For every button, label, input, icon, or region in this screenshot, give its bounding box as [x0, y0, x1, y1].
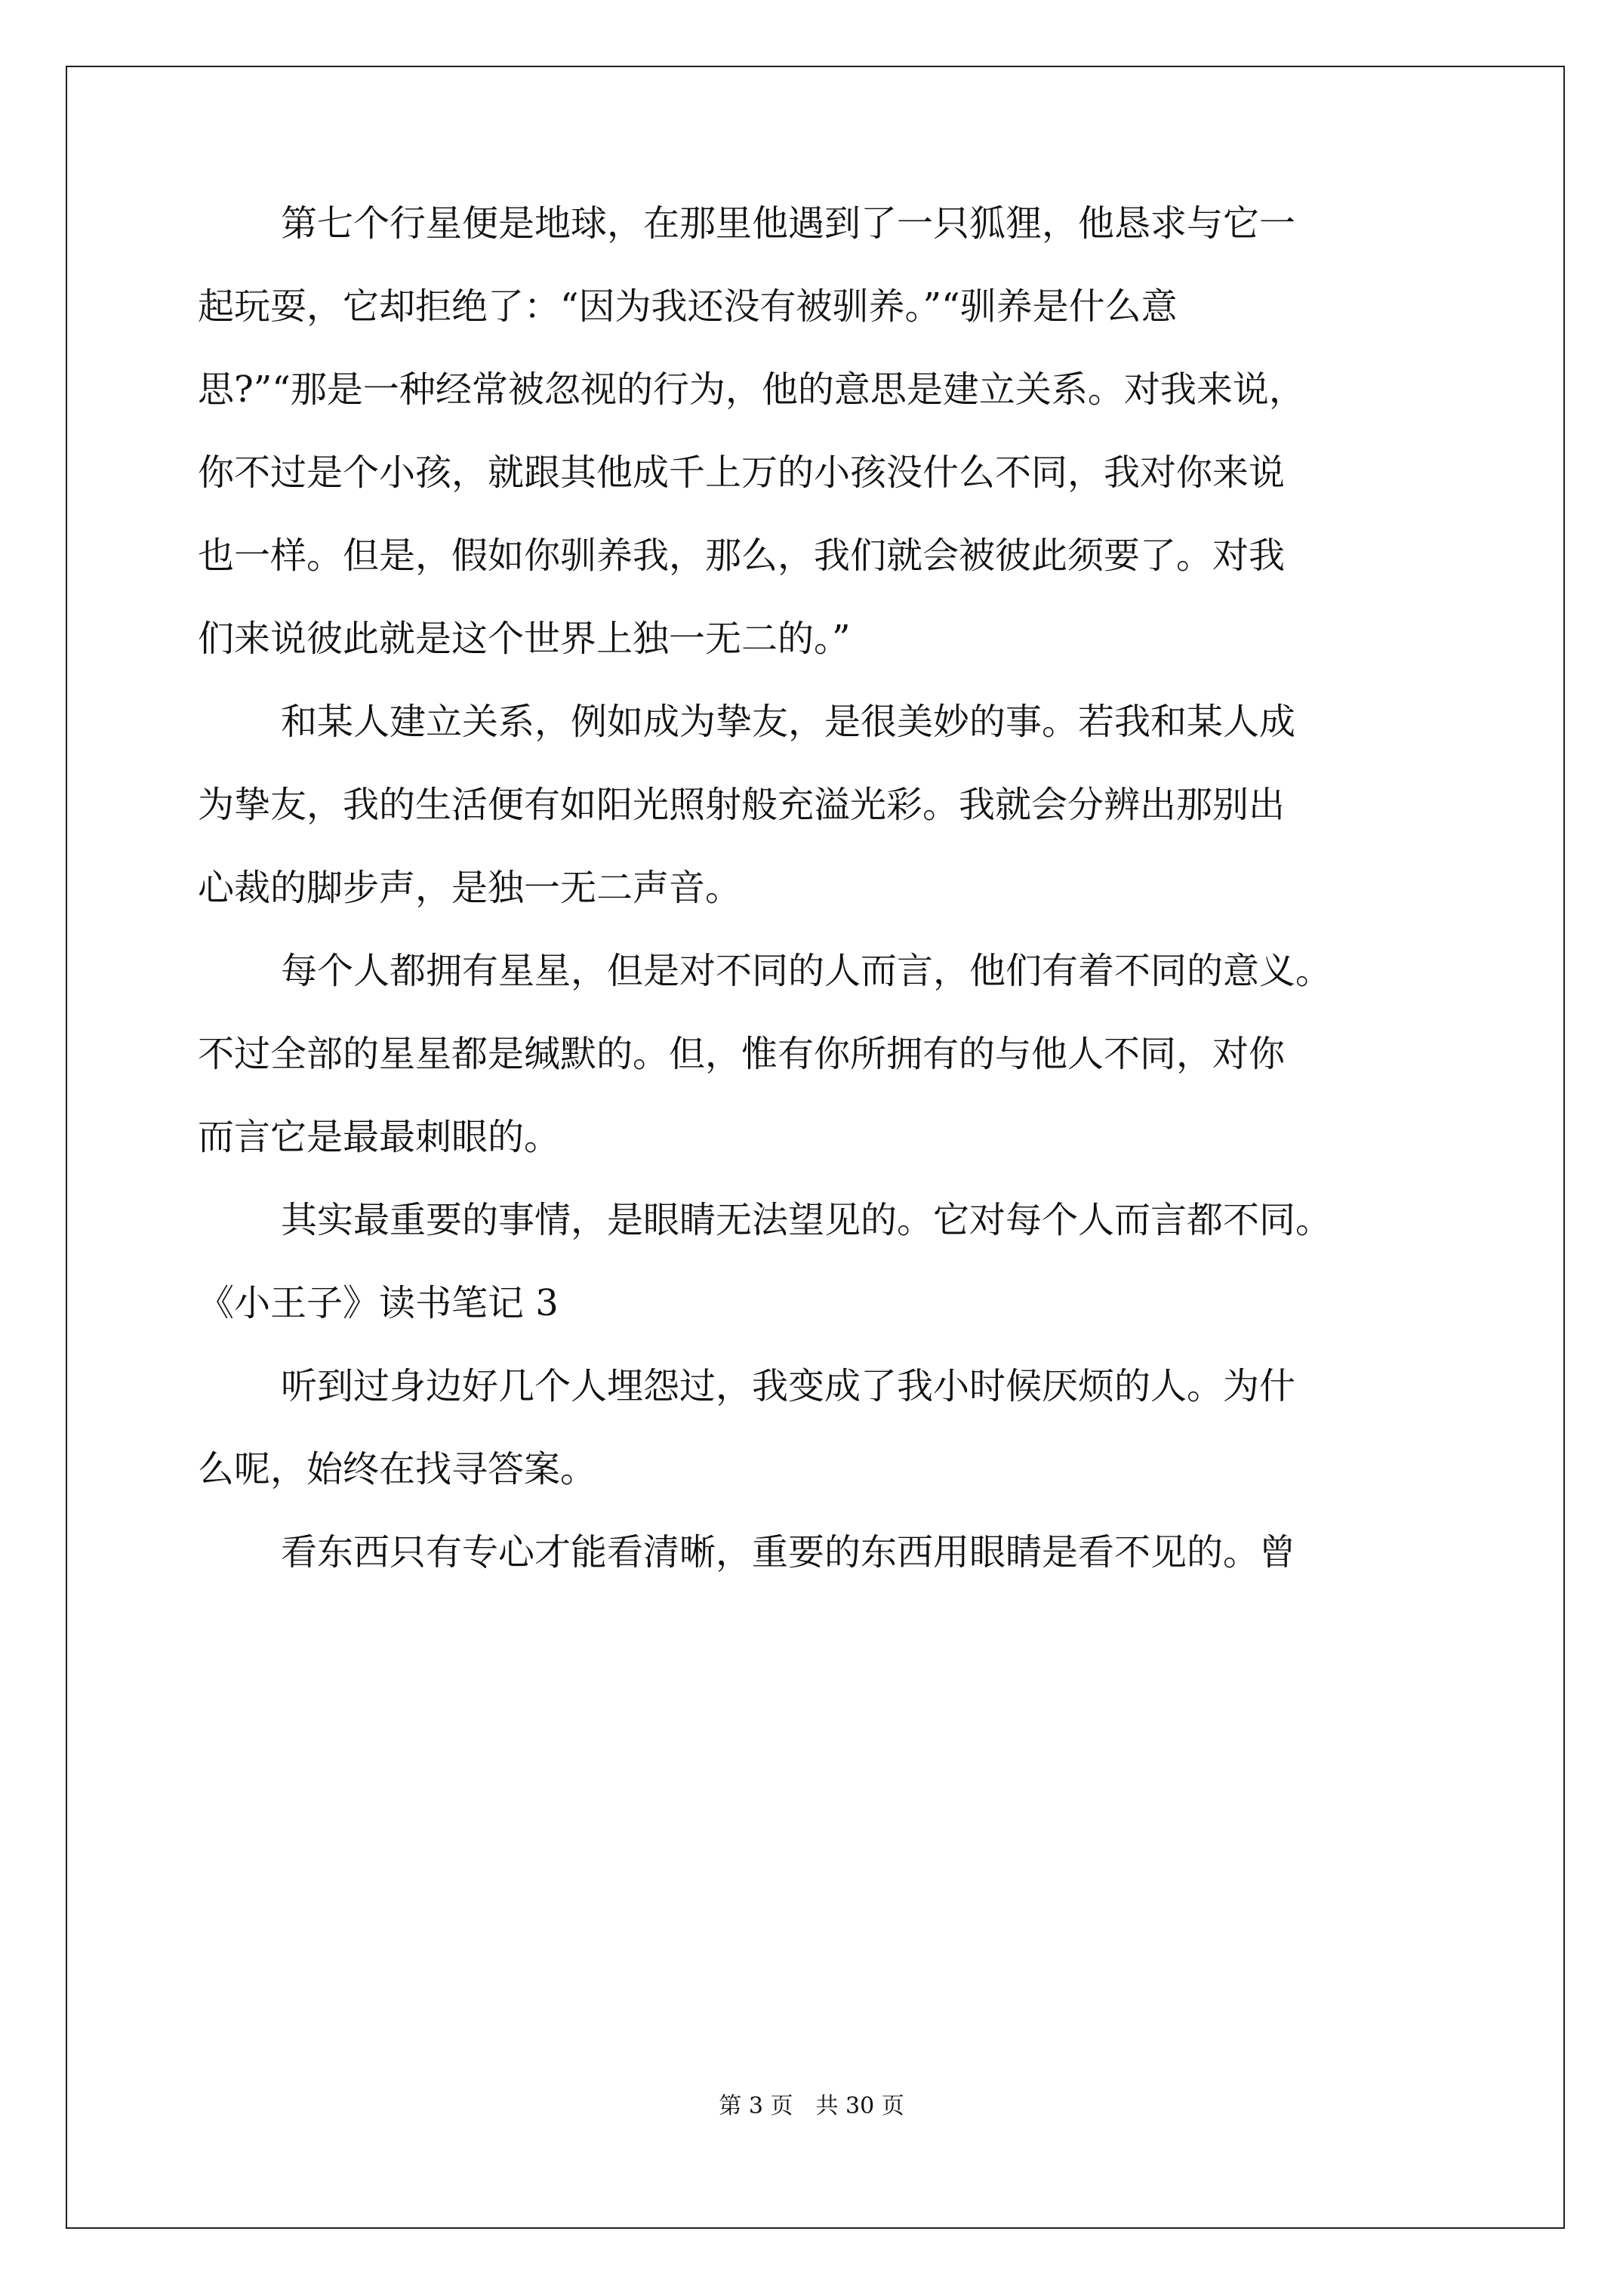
paragraph-line: 每个人都拥有星星，但是对不同的人而言，他们有着不同的意义。 — [281, 950, 1332, 992]
paragraph-line: 第七个行星便是地球，在那里他遇到了一只狐狸，他恳求与它一 — [281, 202, 1296, 245]
paragraph-line: 思?”“那是一种经常被忽视的行为，他的意思是建立关系。对我来说， — [198, 368, 1305, 411]
page-number-footer: 第 3 页 共 30 页 — [719, 2093, 904, 2119]
paragraph-line: 和某人建立关系，例如成为挚友，是很美妙的事。若我和某人成 — [281, 701, 1296, 743]
paragraph-line: 为挚友，我的生活便有如阳光照射般充溢光彩。我就会分辨出那别出 — [198, 784, 1286, 826]
paragraph-line: 看东西只有专心才能看清晰，重要的东西用眼睛是看不见的。曾 — [281, 1531, 1296, 1573]
paragraph-line: 起玩耍，它却拒绝了：“因为我还没有被驯养。”“驯养是什么意 — [198, 285, 1178, 328]
paragraph-line: 心裁的脚步声，是独一无二声音。 — [198, 867, 742, 909]
paragraph-line: 而言它是最最刺眼的。 — [198, 1116, 561, 1158]
paragraph-line: 么呢，始终在找寻答案。 — [198, 1448, 597, 1490]
paragraph-line: 不过全部的星星都是缄默的。但，惟有你所拥有的与他人不同，对你 — [198, 1033, 1286, 1075]
section-heading: 《小王子》读书笔记 3 — [198, 1282, 559, 1324]
paragraph-line: 听到过身边好几个人埋怨过，我变成了我小时候厌烦的人。为什 — [281, 1365, 1296, 1407]
paragraph-line: 们来说彼此就是这个世界上独一无二的。” — [198, 618, 851, 660]
paragraph-line: 你不过是个小孩，就跟其他成千上万的小孩没什么不同，我对你来说 — [198, 451, 1286, 494]
paragraph-line: 其实最重要的事情，是眼睛无法望见的。它对每个人而言都不同。 — [281, 1199, 1332, 1241]
paragraph-line: 也一样。但是，假如你驯养我，那么，我们就会被彼此须要了。对我 — [198, 535, 1286, 577]
